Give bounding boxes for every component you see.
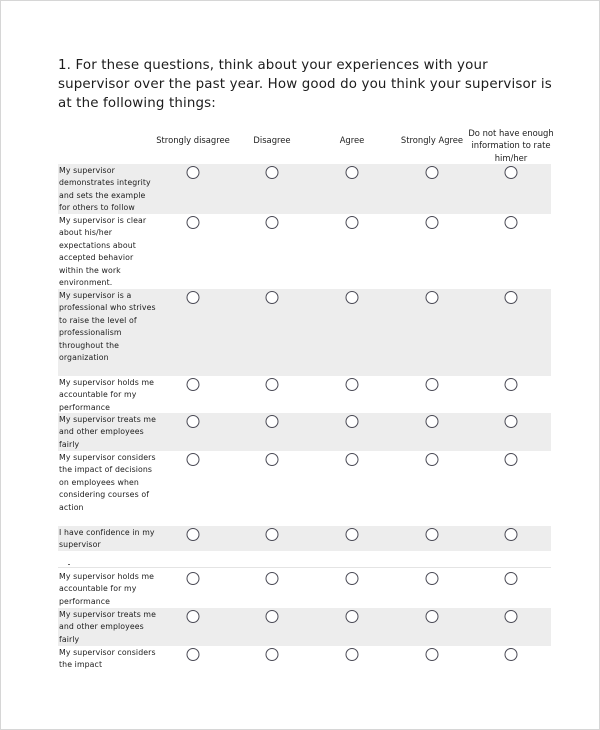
- radio-no-information[interactable]: [505, 291, 518, 304]
- table-row: [58, 214, 551, 289]
- radio-strongly-agree[interactable]: [426, 216, 439, 229]
- table-row: [58, 413, 551, 451]
- radio-disagree[interactable]: [266, 291, 279, 304]
- rating-grid-continued: [58, 570, 551, 686]
- row-label: My supervisor demonstrates integrity and sets the example for others to follow: [59, 166, 151, 213]
- question-text: 1. For these questions, think about your experiences with your supervisor over the past year. How good do you think your supervisor is at the following things:: [58, 58, 552, 111]
- radio-strongly-agree[interactable]: [426, 415, 439, 428]
- table-row: [58, 608, 551, 646]
- column-header-agree: Agree: [339, 134, 365, 145]
- radio-strongly-agree[interactable]: [426, 378, 439, 391]
- row-label: My supervisor holds me accountable for my performance: [59, 572, 155, 606]
- page-break-mark: [68, 564, 70, 565]
- radio-no-information[interactable]: [505, 528, 518, 541]
- table-row: [58, 451, 551, 526]
- radio-strongly-disagree[interactable]: [187, 610, 200, 623]
- radio-strongly-agree[interactable]: [426, 166, 439, 179]
- column-header-no-information: Do not have enough information to rate him/her: [468, 127, 554, 163]
- row-label: My supervisor considers the impact of decisions on employees when considering courses of action: [59, 453, 156, 512]
- radio-agree[interactable]: [346, 572, 359, 585]
- radio-disagree[interactable]: [266, 415, 279, 428]
- radio-no-information[interactable]: [505, 415, 518, 428]
- table-row: [58, 289, 551, 376]
- page-break-line: [58, 567, 551, 568]
- column-header-disagree: Disagree: [253, 134, 291, 145]
- radio-strongly-disagree[interactable]: [187, 166, 200, 179]
- radio-no-information[interactable]: [505, 610, 518, 623]
- radio-strongly-disagree[interactable]: [187, 216, 200, 229]
- radio-agree[interactable]: [346, 378, 359, 391]
- radio-disagree[interactable]: [266, 610, 279, 623]
- radio-agree[interactable]: [346, 648, 359, 661]
- radio-no-information[interactable]: [505, 648, 518, 661]
- row-label: My supervisor holds me accountable for my performance: [59, 378, 155, 412]
- rating-grid: [58, 164, 551, 551]
- radio-agree[interactable]: [346, 291, 359, 304]
- column-header-strongly-agree: Strongly Agree: [400, 134, 464, 145]
- radio-agree[interactable]: [346, 166, 359, 179]
- radio-disagree[interactable]: [266, 166, 279, 179]
- radio-disagree[interactable]: [266, 378, 279, 391]
- radio-strongly-agree[interactable]: [426, 453, 439, 466]
- radio-disagree[interactable]: [266, 528, 279, 541]
- radio-agree[interactable]: [346, 216, 359, 229]
- radio-no-information[interactable]: [505, 378, 518, 391]
- radio-no-information[interactable]: [505, 166, 518, 179]
- radio-disagree[interactable]: [266, 216, 279, 229]
- radio-agree[interactable]: [346, 415, 359, 428]
- radio-disagree[interactable]: [266, 648, 279, 661]
- radio-agree[interactable]: [346, 610, 359, 623]
- row-label: My supervisor treats me and other employees fairly: [59, 415, 157, 449]
- radio-strongly-disagree[interactable]: [187, 528, 200, 541]
- radio-strongly-disagree[interactable]: [187, 572, 200, 585]
- row-label: My supervisor is a professional who strives to raise the level of professionalism throughout the organization: [59, 291, 156, 363]
- radio-strongly-agree[interactable]: [426, 291, 439, 304]
- radio-disagree[interactable]: [266, 572, 279, 585]
- row-label: My supervisor treats me and other employees fairly: [59, 610, 157, 644]
- row-label: I have confidence in my supervisor: [59, 528, 155, 550]
- table-row: [58, 646, 551, 686]
- radio-no-information[interactable]: [505, 216, 518, 229]
- radio-no-information[interactable]: [505, 572, 518, 585]
- radio-strongly-disagree[interactable]: [187, 291, 200, 304]
- radio-strongly-disagree[interactable]: [187, 648, 200, 661]
- radio-strongly-agree[interactable]: [426, 610, 439, 623]
- radio-strongly-disagree[interactable]: [187, 378, 200, 391]
- radio-strongly-disagree[interactable]: [187, 415, 200, 428]
- row-label: My supervisor considers the impact: [59, 648, 156, 670]
- radio-agree[interactable]: [346, 528, 359, 541]
- radio-agree[interactable]: [346, 453, 359, 466]
- table-row: [58, 570, 551, 608]
- radio-strongly-agree[interactable]: [426, 572, 439, 585]
- row-label: My supervisor is clear about his/her expectations about accepted behavior within the work environment.: [59, 216, 147, 288]
- column-header-row: [58, 112, 554, 164]
- radio-disagree[interactable]: [266, 453, 279, 466]
- radio-no-information[interactable]: [505, 453, 518, 466]
- table-row: [58, 376, 551, 413]
- table-row: [58, 164, 551, 214]
- table-row: [58, 526, 551, 551]
- radio-strongly-agree[interactable]: [426, 648, 439, 661]
- column-header-strongly-disagree: Strongly disagree: [156, 134, 230, 145]
- radio-strongly-agree[interactable]: [426, 528, 439, 541]
- radio-strongly-disagree[interactable]: [187, 453, 200, 466]
